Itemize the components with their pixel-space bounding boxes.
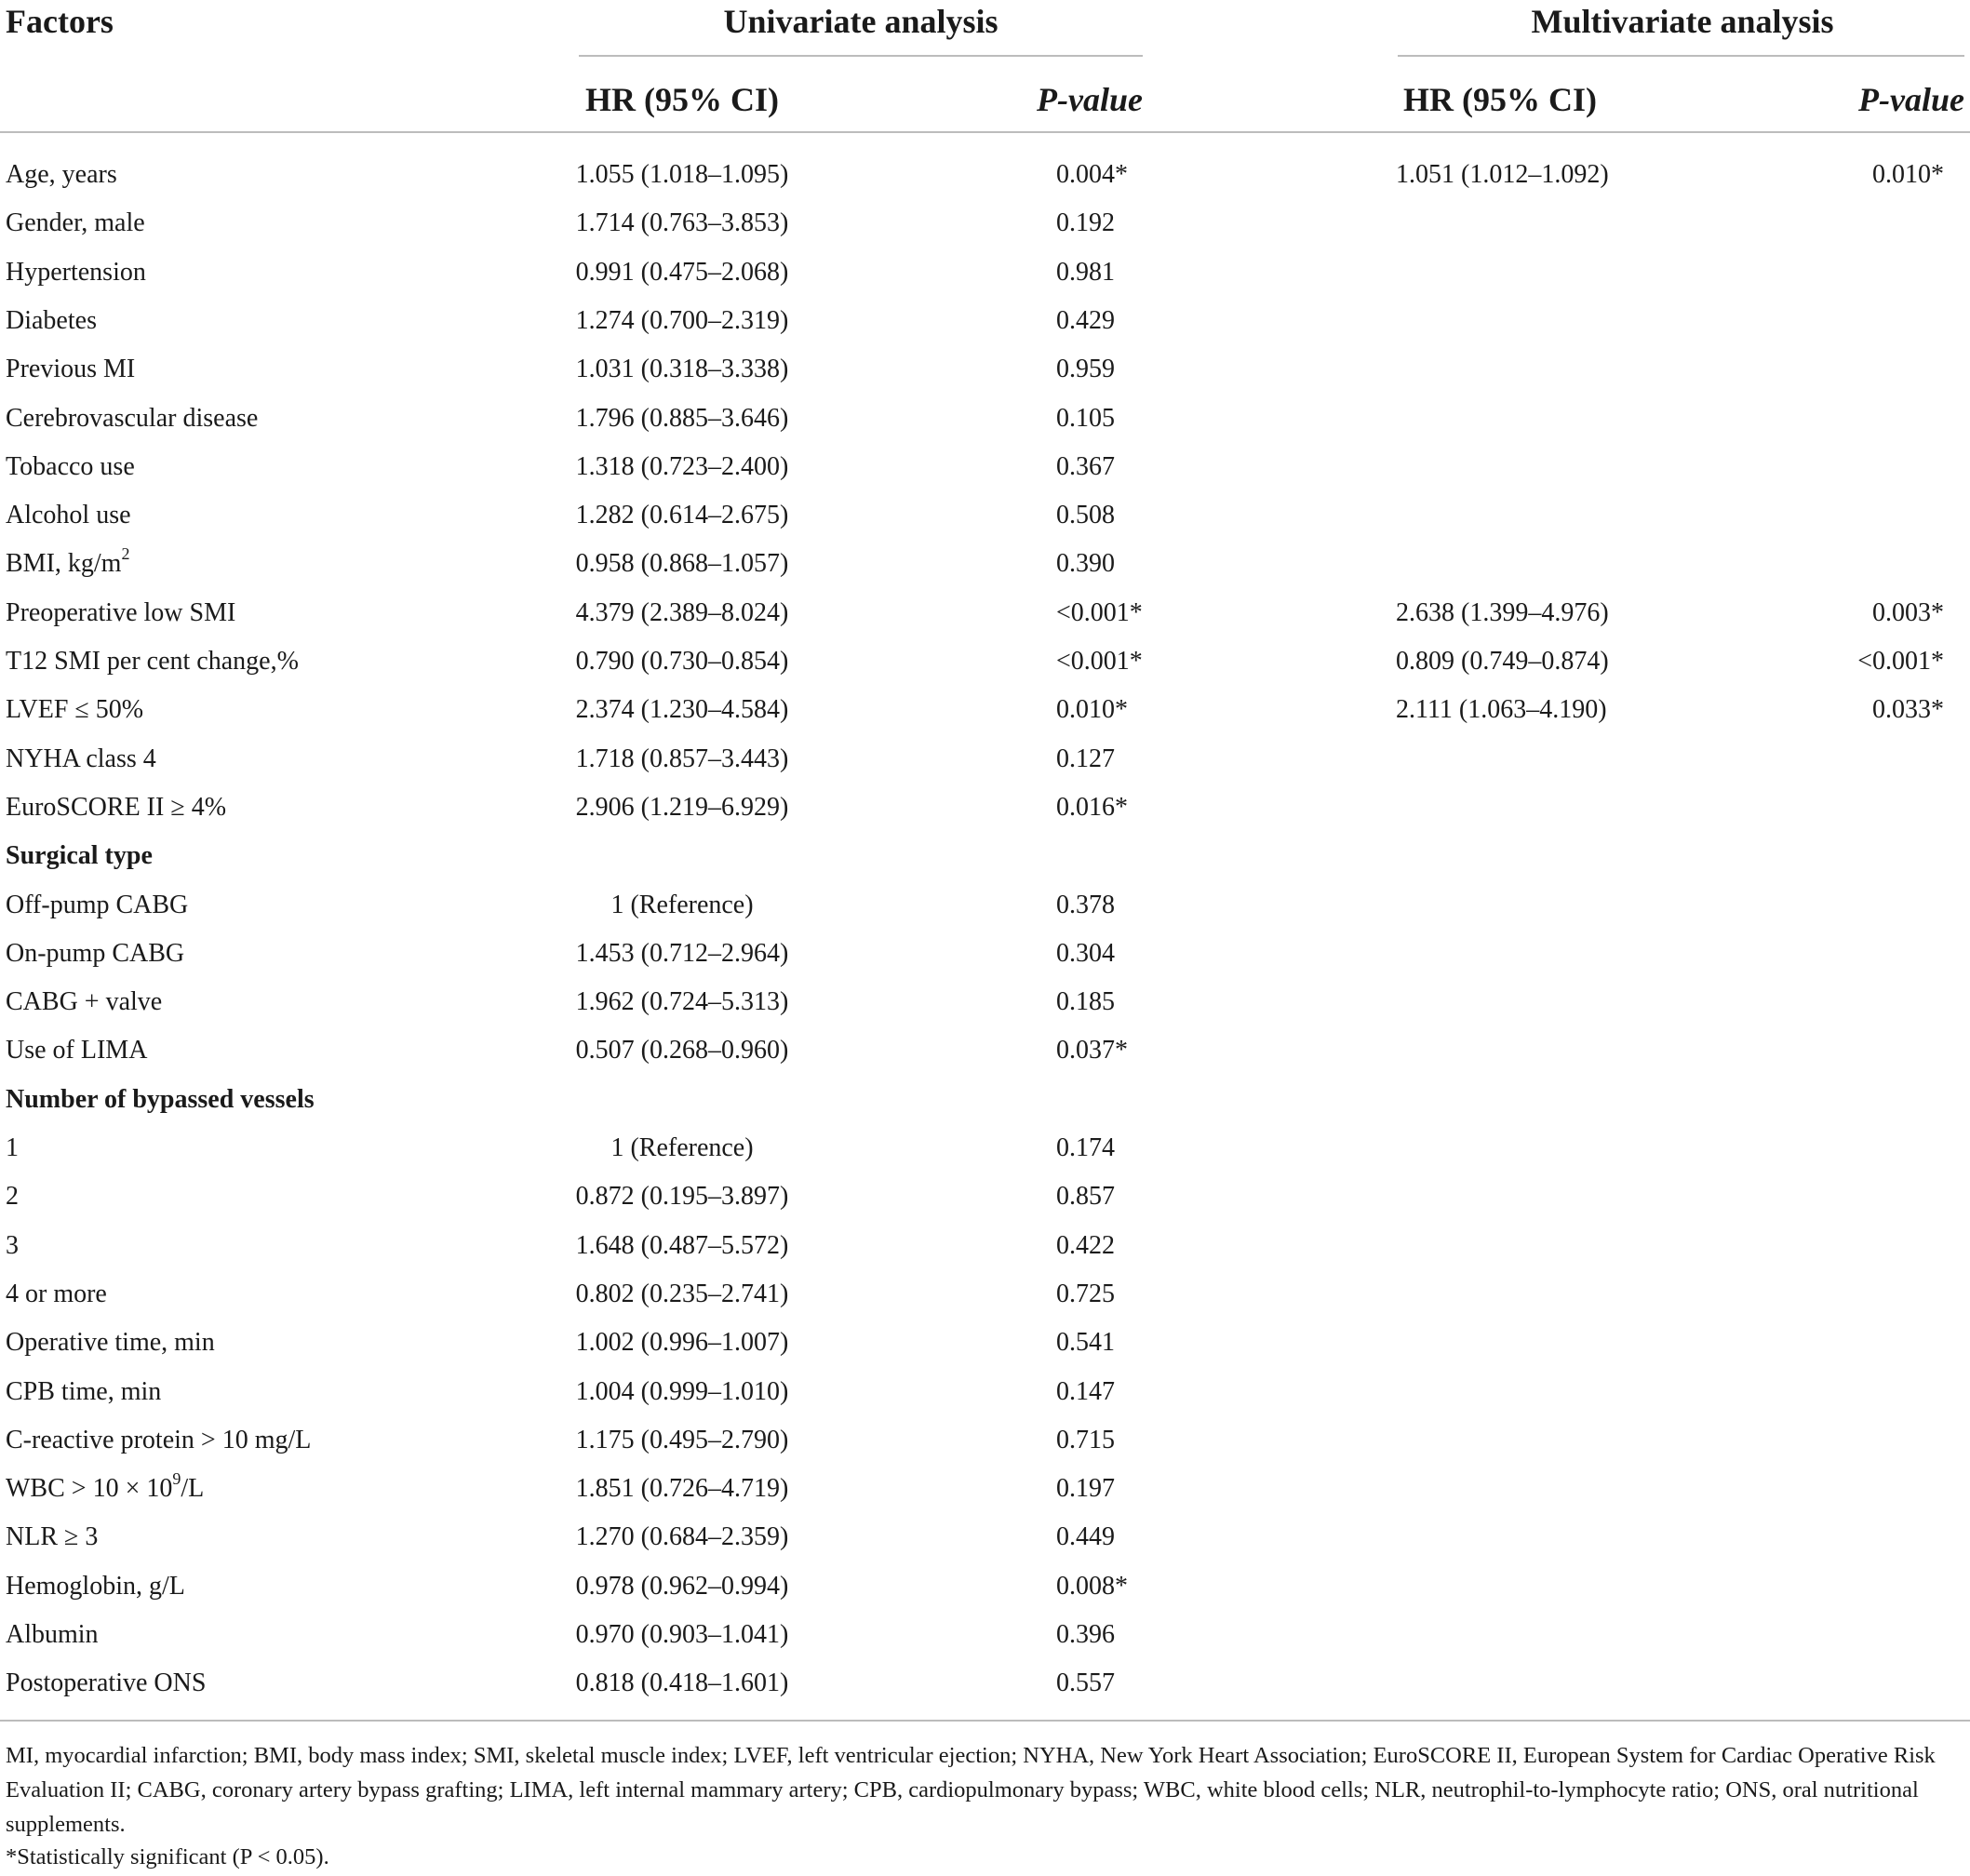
- univariate-hr-cell: 1.962 (0.724–5.313): [575, 987, 789, 1016]
- factor-label: Tobacco use: [6, 452, 135, 481]
- factor-label: Preoperative low SMI: [6, 598, 236, 627]
- univariate-hr-cell: 0.872 (0.195–3.897): [575, 1182, 789, 1211]
- univariate-p-cell: 0.105: [1056, 404, 1115, 433]
- univariate-p-cell: 0.004*: [1056, 160, 1128, 189]
- univariate-p-cell: 0.197: [1056, 1474, 1115, 1503]
- factor-label: Hypertension: [6, 258, 146, 287]
- univariate-p-cell: 0.304: [1056, 939, 1115, 968]
- univariate-p-cell: 0.725: [1056, 1280, 1115, 1308]
- significance-footnote: *Statistically significant (P < 0.05).: [6, 1844, 329, 1869]
- univariate-hr-cell: 0.978 (0.962–0.994): [575, 1572, 789, 1601]
- univariate-p-cell: 0.185: [1056, 987, 1115, 1016]
- factor-label: C-reactive protein > 10 mg/L: [6, 1426, 312, 1454]
- univariate-p-cell: 0.508: [1056, 501, 1115, 529]
- factor-label: Albumin: [6, 1620, 99, 1649]
- factor-label: CPB time, min: [6, 1377, 162, 1406]
- factor-label: Alcohol use: [6, 501, 131, 529]
- factor-label: Postoperative ONS: [6, 1668, 207, 1697]
- univariate-hr-cell: 1.714 (0.763–3.853): [575, 208, 789, 237]
- univariate-p-cell: 0.959: [1056, 355, 1115, 383]
- univariate-header: Univariate analysis: [723, 3, 998, 40]
- univariate-hr-cell: 1 (Reference): [610, 891, 754, 919]
- multivariate-p-cell: 0.010*: [1872, 160, 1944, 189]
- univariate-p-cell: 0.390: [1056, 549, 1115, 578]
- univariate-rule: [579, 55, 1143, 57]
- univariate-hr-cell: 0.507 (0.268–0.960): [575, 1036, 789, 1065]
- factor-label: 4 or more: [6, 1280, 107, 1308]
- univariate-hr-cell: 0.991 (0.475–2.068): [575, 258, 789, 287]
- univariate-hr-cell: 1.031 (0.318–3.338): [575, 355, 789, 383]
- univariate-p-cell: 0.010*: [1056, 695, 1128, 724]
- factor-label: 3: [6, 1231, 19, 1260]
- univariate-p-cell: 0.715: [1056, 1426, 1115, 1454]
- multivariate-p-cell: <0.001*: [1857, 647, 1944, 676]
- section-label: Number of bypassed vessels: [6, 1085, 315, 1114]
- header-bottom-rule: [0, 131, 1970, 133]
- factor-label: NLR ≥ 3: [6, 1522, 99, 1551]
- univariate-hr-cell: 0.818 (0.418–1.601): [575, 1668, 789, 1697]
- multivariate-header: Multivariate analysis: [1531, 3, 1834, 40]
- univariate-p-cell: 0.557: [1056, 1668, 1115, 1697]
- univariate-hr-cell: 0.790 (0.730–0.854): [575, 647, 789, 676]
- factor-label: Gender, male: [6, 208, 145, 237]
- univariate-hr-cell: 0.802 (0.235–2.741): [575, 1280, 789, 1308]
- univariate-p-cell: <0.001*: [1056, 598, 1143, 627]
- univariate-hr-cell: 1.648 (0.487–5.572): [575, 1231, 789, 1260]
- univariate-hr-cell: 1.282 (0.614–2.675): [575, 501, 789, 529]
- section-label: Surgical type: [6, 841, 153, 870]
- multivariate-hr-cell: 0.809 (0.749–0.874): [1396, 647, 1609, 676]
- multivariate-p-header: P-value: [1858, 81, 1964, 118]
- univariate-p-cell: 0.174: [1056, 1133, 1115, 1162]
- factor-label: LVEF ≤ 50%: [6, 695, 144, 724]
- univariate-p-cell: <0.001*: [1056, 647, 1143, 676]
- factors-header: Factors: [6, 3, 114, 40]
- univariate-p-cell: 0.396: [1056, 1620, 1115, 1649]
- factor-label: Previous MI: [6, 355, 136, 383]
- univariate-p-header: P-value: [1037, 81, 1143, 118]
- factor-label: T12 SMI per cent change,%: [6, 647, 299, 676]
- univariate-p-cell: 0.367: [1056, 452, 1115, 481]
- univariate-hr-cell: 1.453 (0.712–2.964): [575, 939, 789, 968]
- factor-label: Cerebrovascular disease: [6, 404, 259, 433]
- multivariate-hr-cell: 2.638 (1.399–4.976): [1396, 598, 1609, 627]
- univariate-p-cell: 0.429: [1056, 306, 1115, 335]
- multivariate-p-cell: 0.033*: [1872, 695, 1944, 724]
- multivariate-p-cell: 0.003*: [1872, 598, 1944, 627]
- factor-label: Use of LIMA: [6, 1036, 148, 1065]
- univariate-hr-cell: 1.718 (0.857–3.443): [575, 744, 789, 773]
- factor-label: Operative time, min: [6, 1328, 215, 1357]
- univariate-hr-cell: 1.851 (0.726–4.719): [575, 1474, 789, 1503]
- univariate-hr-cell: 2.906 (1.219–6.929): [575, 793, 789, 822]
- univariate-hr-cell: 0.970 (0.903–1.041): [575, 1620, 789, 1649]
- univariate-hr-header: HR (95% CI): [585, 81, 779, 118]
- factor-label: 1: [6, 1133, 19, 1162]
- multivariate-hr-cell: 2.111 (1.063–4.190): [1396, 695, 1607, 724]
- univariate-hr-cell: 1.002 (0.996–1.007): [575, 1328, 789, 1357]
- univariate-p-cell: 0.147: [1056, 1377, 1115, 1406]
- univariate-p-cell: 0.857: [1056, 1182, 1115, 1211]
- univariate-p-cell: 0.541: [1056, 1328, 1115, 1357]
- factor-label: Age, years: [6, 160, 117, 189]
- factor-label: WBC > $10 \times 10^9/L$: [6, 1468, 205, 1503]
- factor-label: EuroSCORE II ≥ 4%: [6, 793, 227, 822]
- multivariate-hr-cell: 1.051 (1.012–1.092): [1396, 160, 1609, 189]
- univariate-hr-cell: 1 (Reference): [610, 1133, 754, 1162]
- univariate-hr-cell: 1.796 (0.885–3.646): [575, 404, 789, 433]
- factor-label: Diabetes: [6, 306, 97, 335]
- univariate-hr-cell: 4.379 (2.389–8.024): [575, 598, 789, 627]
- univariate-p-cell: 0.016*: [1056, 793, 1128, 822]
- univariate-p-cell: 0.378: [1056, 891, 1115, 919]
- multivariate-hr-header: HR (95% CI): [1403, 81, 1597, 118]
- factor-label: Off-pump CABG: [6, 891, 189, 919]
- multivariate-rule: [1398, 55, 1964, 57]
- factor-label: NYHA class 4: [6, 744, 156, 773]
- abbreviations-footnote: MI, myocardial infarction; BMI, body mass index; SMI, skeletal muscle index; LVEF, left ventricular ejection; NYHA, New York Heart Association; EuroSCORE II, European System for Cardiac Operative Risk Evaluation II; CABG, coronary artery bypass grafting; LIMA, left internal mammary artery; CPB, cardiopulmonary bypass; WBC, white blood cells; NLR, neutrophil-to-lymphocyte ratio; ONS, oral nutritional supplements.: [6, 1743, 1936, 1837]
- univariate-hr-cell: 1.004 (0.999–1.010): [575, 1377, 789, 1406]
- factor-label: CABG + valve: [6, 987, 163, 1016]
- univariate-p-cell: 0.127: [1056, 744, 1115, 773]
- univariate-hr-cell: 1.274 (0.700–2.319): [575, 306, 789, 335]
- factor-label: 2: [6, 1182, 19, 1211]
- factor-label: BMI, $kg/m^2$: [6, 543, 130, 578]
- univariate-hr-cell: 0.958 (0.868–1.057): [575, 549, 789, 578]
- univariate-hr-cell: 1.175 (0.495–2.790): [575, 1426, 789, 1454]
- table-bottom-rule: [0, 1720, 1970, 1722]
- univariate-p-cell: 0.449: [1056, 1522, 1115, 1551]
- factor-label: On-pump CABG: [6, 939, 185, 968]
- univariate-p-cell: 0.981: [1056, 258, 1115, 287]
- factor-label: Hemoglobin, g/L: [6, 1572, 185, 1601]
- univariate-p-cell: 0.037*: [1056, 1036, 1128, 1065]
- univariate-p-cell: 0.008*: [1056, 1572, 1128, 1601]
- univariate-hr-cell: 1.055 (1.018–1.095): [575, 160, 789, 189]
- univariate-hr-cell: 1.270 (0.684–2.359): [575, 1522, 789, 1551]
- univariate-p-cell: 0.192: [1056, 208, 1115, 237]
- univariate-p-cell: 0.422: [1056, 1231, 1115, 1260]
- univariate-hr-cell: 2.374 (1.230–4.584): [575, 695, 789, 724]
- univariate-hr-cell: 1.318 (0.723–2.400): [575, 452, 789, 481]
